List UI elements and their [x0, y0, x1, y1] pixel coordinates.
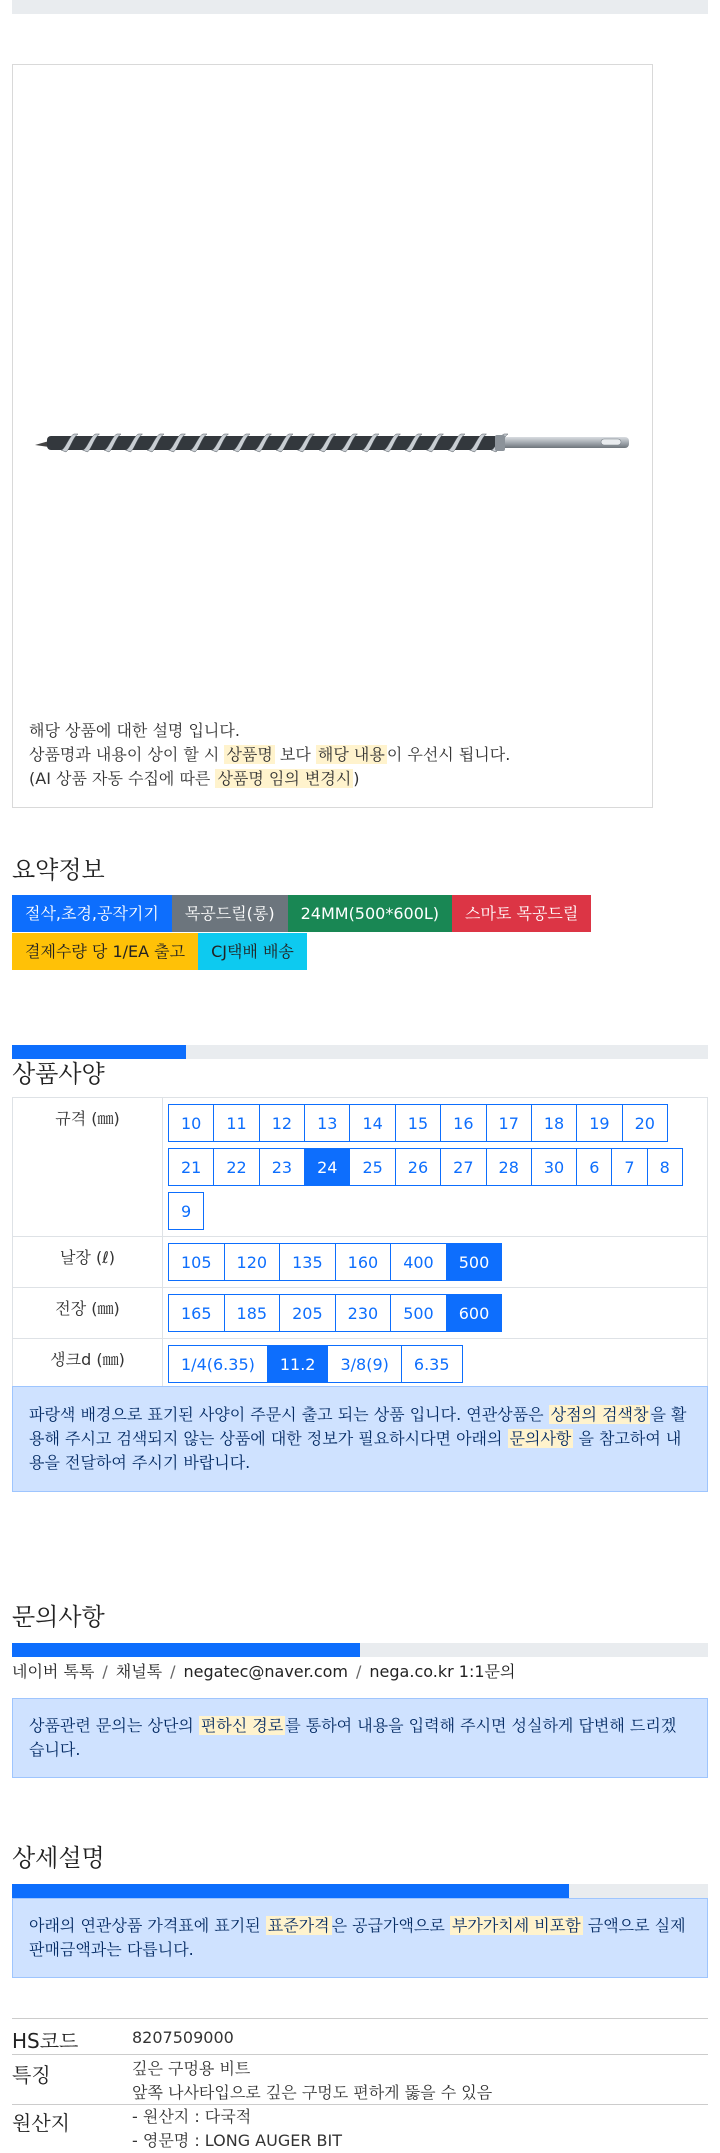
notice-text: 금액으로 실제 판매금액과는 다릅니다.	[29, 1916, 686, 1959]
notice-text: 아래의 연관상품 가격표에 표기된	[29, 1916, 266, 1935]
highlight-vat-excluded: 부가가치세 비포함	[451, 1916, 581, 1935]
site-inquiry-link[interactable]: nega.co.kr 1:1문의	[369, 1662, 516, 1681]
spec-option[interactable]: 230	[335, 1294, 392, 1332]
link-separator: /	[102, 1662, 108, 1681]
option-group	[168, 1101, 702, 1233]
option-group	[168, 1240, 702, 1284]
auger-bit-image	[33, 427, 633, 457]
spec-option[interactable]: 18	[531, 1104, 577, 1142]
spec-row-size	[13, 1098, 708, 1237]
spec-row-blade-length	[13, 1237, 708, 1288]
link-separator: /	[170, 1662, 176, 1681]
shipping-quantity-badge: 결제수량 당 1/EA 출고	[12, 933, 198, 970]
spec-option[interactable]: 15	[395, 1104, 441, 1142]
hs-code-value: 8207509000	[132, 2028, 234, 2047]
spec-notice	[12, 1386, 708, 1492]
notice-text: 상품관련 문의는 상단의	[29, 1716, 199, 1735]
detail-notice	[12, 1898, 708, 1978]
spec-option-selected[interactable]: 24	[304, 1148, 350, 1186]
spec-option[interactable]: 105	[168, 1243, 225, 1281]
top-progress-track	[12, 0, 708, 14]
notice-text: 파랑색 배경으로 표기된 사양이 주문시 출고 되는 상품 입니다. 연관상품은	[29, 1405, 549, 1424]
naver-talktalk-link[interactable]: 네이버 톡톡	[12, 1662, 95, 1681]
spec-progress-fill	[12, 1045, 186, 1059]
category-badge: 절삭,초경,공작기기	[12, 895, 172, 932]
spec-option[interactable]: 11	[213, 1104, 259, 1142]
spec-title: 상품사양	[12, 1060, 105, 1088]
spec-option[interactable]: 21	[168, 1148, 214, 1186]
spec-option[interactable]: 500	[390, 1294, 447, 1332]
spec-option[interactable]: 8	[647, 1148, 683, 1186]
hs-code-label: HS코드	[12, 2029, 79, 2053]
brand-badge: 스마토 목공드릴	[452, 895, 591, 932]
spec-option[interactable]: 6.35	[401, 1345, 463, 1383]
product-image-frame	[12, 64, 653, 808]
spec-label-blade-length: 날장 (ℓ)	[13, 1237, 163, 1288]
email-link[interactable]: negatec@naver.com	[183, 1662, 349, 1681]
notice-text: 을 참고하여 내용을 전달하여 주시기 바랍니다.	[29, 1429, 682, 1472]
inquiry-title: 문의사항	[12, 1603, 105, 1631]
caption-text: 보다	[274, 745, 316, 764]
spec-options-blade-length	[163, 1237, 708, 1288]
size-badge: 24MM(500*600L)	[288, 895, 452, 932]
feature-line-1: 깊은 구멍용 비트	[132, 2059, 251, 2078]
spec-option[interactable]: 6	[576, 1148, 612, 1186]
spec-progress-bar	[12, 1045, 708, 1059]
spec-option[interactable]: 185	[224, 1294, 281, 1332]
spec-option[interactable]: 20	[622, 1104, 668, 1142]
origin-line-2: - 영문명 : LONG AUGER BIT	[132, 2131, 343, 2150]
spec-table	[12, 1097, 708, 1390]
spec-option[interactable]: 1/4(6.35)	[168, 1345, 268, 1383]
inquiry-notice	[12, 1698, 708, 1778]
spec-option[interactable]: 135	[279, 1243, 336, 1281]
inquiry-progress-bar	[12, 1643, 708, 1657]
spec-option[interactable]: 10	[168, 1104, 214, 1142]
caption-line-1: 해당 상품에 대한 설명 입니다.	[29, 721, 240, 740]
summary-badges-row-1	[12, 895, 591, 932]
spec-option[interactable]: 165	[168, 1294, 225, 1332]
feature-row	[12, 2054, 708, 2106]
caption-text: (AI 상품 자동 수집에 따른	[29, 769, 216, 788]
spec-option[interactable]: 3/8(9)	[327, 1345, 401, 1383]
caption-text: )	[353, 769, 360, 788]
link-separator: /	[356, 1662, 362, 1681]
spec-option[interactable]: 16	[440, 1104, 486, 1142]
spec-option[interactable]: 12	[259, 1104, 305, 1142]
spec-options-size	[163, 1098, 708, 1237]
spec-option[interactable]: 27	[440, 1148, 486, 1186]
spec-options-total-length	[163, 1288, 708, 1339]
spec-label-total-length: 전장 (㎜)	[13, 1288, 163, 1339]
type-badge: 목공드릴(롱)	[172, 895, 288, 932]
option-group	[168, 1291, 702, 1335]
spec-option[interactable]: 22	[213, 1148, 259, 1186]
detail-progress-bar	[12, 1884, 708, 1898]
summary-title: 요약정보	[12, 856, 105, 884]
notice-text: 를 통하여 내용을 입력해 주시면 성실하게 답변해 드리겠습니다.	[29, 1716, 677, 1759]
spec-option[interactable]: 13	[304, 1104, 350, 1142]
spec-option[interactable]: 30	[531, 1148, 577, 1186]
hs-code-row	[12, 2018, 708, 2054]
spec-label-shank: 생크d (㎜)	[13, 1339, 163, 1390]
spec-option[interactable]: 19	[576, 1104, 622, 1142]
feature-line-2: 앞쪽 나사타입으로 깊은 구멍도 편하게 뚫을 수 있음	[132, 2083, 493, 2102]
spec-option[interactable]: 120	[224, 1243, 281, 1281]
detail-title: 상세설명	[12, 1844, 105, 1872]
channeltalk-link[interactable]: 채널톡	[115, 1662, 163, 1681]
notice-text: 은 공급가액으로	[331, 1916, 450, 1935]
image-caption	[29, 719, 510, 791]
origin-line-1: - 원산지 : 다국적	[132, 2107, 252, 2126]
caption-text: 이 우선시 됩니다.	[386, 745, 511, 764]
spec-option[interactable]: 26	[395, 1148, 441, 1186]
spec-option[interactable]: 28	[486, 1148, 532, 1186]
spec-options-shank	[163, 1339, 708, 1390]
detail-progress-fill	[12, 1884, 569, 1898]
origin-label: 원산지	[12, 2111, 70, 2135]
highlight-route: 편하신 경로	[200, 1716, 284, 1735]
feature-label: 특징	[12, 2063, 51, 2087]
highlight-standard-price: 표준가격	[267, 1916, 330, 1935]
spec-row-total-length	[13, 1288, 708, 1339]
spec-option[interactable]: 400	[390, 1243, 447, 1281]
caption-text: 상품명과 내용이 상이 할 시	[29, 745, 225, 764]
spec-option[interactable]: 9	[168, 1192, 204, 1230]
highlight-name-change: 상품명 임의 변경시	[217, 769, 352, 788]
spec-option[interactable]: 17	[486, 1104, 532, 1142]
spec-option[interactable]: 7	[611, 1148, 647, 1186]
caption-line-2	[29, 743, 510, 767]
spec-label-size: 규격 (㎜)	[13, 1098, 163, 1237]
spec-option[interactable]: 23	[259, 1148, 305, 1186]
highlight-content: 해당 내용	[317, 745, 385, 764]
highlight-product-name: 상품명	[226, 745, 273, 764]
option-group	[168, 1342, 702, 1386]
spec-row-shank	[13, 1339, 708, 1390]
caption-line-3	[29, 767, 510, 791]
inquiry-progress-fill	[12, 1643, 360, 1657]
origin-row	[12, 2104, 708, 2152]
delivery-badge: CJ택배 배송	[198, 933, 307, 970]
spec-option[interactable]: 160	[335, 1243, 392, 1281]
spec-option-selected[interactable]: 11.2	[267, 1345, 329, 1383]
spec-option[interactable]: 205	[279, 1294, 336, 1332]
highlight-store-search: 상점의 검색창	[550, 1405, 649, 1424]
summary-badges-row-2	[12, 933, 307, 970]
highlight-inquiry: 문의사항	[509, 1429, 572, 1448]
spec-option[interactable]: 14	[349, 1104, 395, 1142]
spec-option-selected[interactable]: 500	[446, 1243, 503, 1281]
notice-text: 을 활용해 주시고 검색되지 않는 상품에 대한 정보가 필요하시다면 아래의	[29, 1405, 687, 1448]
spec-option-selected[interactable]: 600	[446, 1294, 503, 1332]
inquiry-links	[12, 1659, 515, 1682]
spec-option[interactable]: 25	[349, 1148, 395, 1186]
